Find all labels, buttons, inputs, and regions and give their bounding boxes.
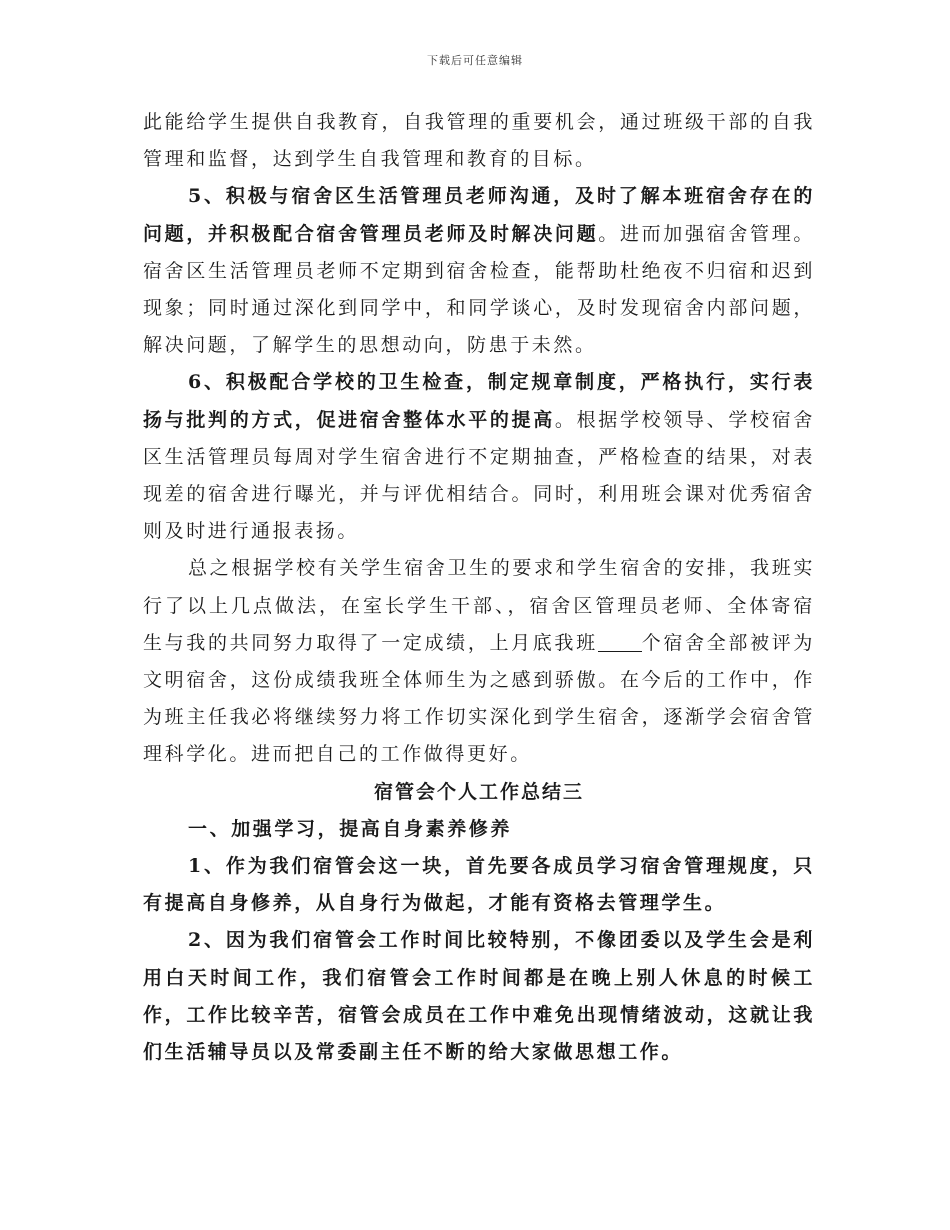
page-header: 下载后可任意编辑 (427, 54, 523, 67)
item-5-heading: 5、积极与宿舍区生活管理员老师沟通，及时了解本班宿舍存在的问题，并积极配合宿舍管理员老师及时解决问题 (143, 185, 815, 245)
paragraph-point-2: 2、因为我们宿管会工作时间比较特别，不像团委以及学生会是利用白天时间工作，我们宿管会工作时间都是在晚上别人休息的时候工作，工作比较辛苦，宿管会成员在工作中难免出现情绪波动，这就让我们生活辅导员以及常委副主任不断的给大家做思想工作。 (143, 929, 815, 1064)
section-heading-1: 一、加强学习，提高自身素养修养 (188, 817, 513, 840)
paragraph-item-5 (143, 178, 815, 364)
paragraph-continuation: 此能给学生提供自我教育，自我管理的重要机会，通过班级干部的自我管理和监督，达到学生自我管理和教育的目标。 (143, 111, 815, 171)
section-title: 宿管会个人工作总结三 (373, 780, 584, 803)
item-5-body: 。进而加强宿舍管理。宿舍区生活管理员老师不定期到宿舍检查，能帮助杜绝夜不归宿和迟到现象；同时通过深化到同学中，和同学谈心，及时发现宿舍内部问题，解决问题，了解学生的思想动向，防患于未然。 (143, 222, 815, 357)
document-body (143, 104, 815, 1071)
summary-text-after-blank: 个宿舍全部被评为文明宿舍，这份成绩我班全体师生为之感到骄傲。在今后的工作中，作为班主任我必将继续努力将工作切实深化到学生宿舍，逐渐学会宿舍管理科学化。进而把自己的工作做得更好。 (143, 631, 815, 766)
summary-text-before-blank: 总之根据学校有关学生宿舍卫生的要求和学生宿舍的安排，我班实行了以上几点做法，在室长学生干部、，宿舍区管理员老师、全体寄宿生与我的共同努力取得了一定成绩，上月底我班 (143, 557, 815, 654)
paragraph-point-1: 1、作为我们宿管会这一块，首先要各成员学习宿舍管理规度，只有提高自身修养，从自身行为做起，才能有资格去管理学生。 (143, 855, 815, 915)
item-6-body: 。根据学校领导、学校宿舍区生活管理员每周对学生宿舍进行不定期抽查，严格检查的结果，对表现差的宿舍进行曝光，并与评优相结合。同时，利用班会课对优秀宿舍则及时进行通报表扬。 (143, 408, 815, 543)
item-6-heading: 6、积极配合学校的卫生检查，制定规章制度，严格执行，实行表扬与批判的方式，促进宿舍整体水平的提高 (143, 371, 815, 431)
paragraph-summary (143, 550, 815, 773)
fill-in-blank (598, 632, 642, 652)
paragraph-item-6 (143, 364, 815, 550)
